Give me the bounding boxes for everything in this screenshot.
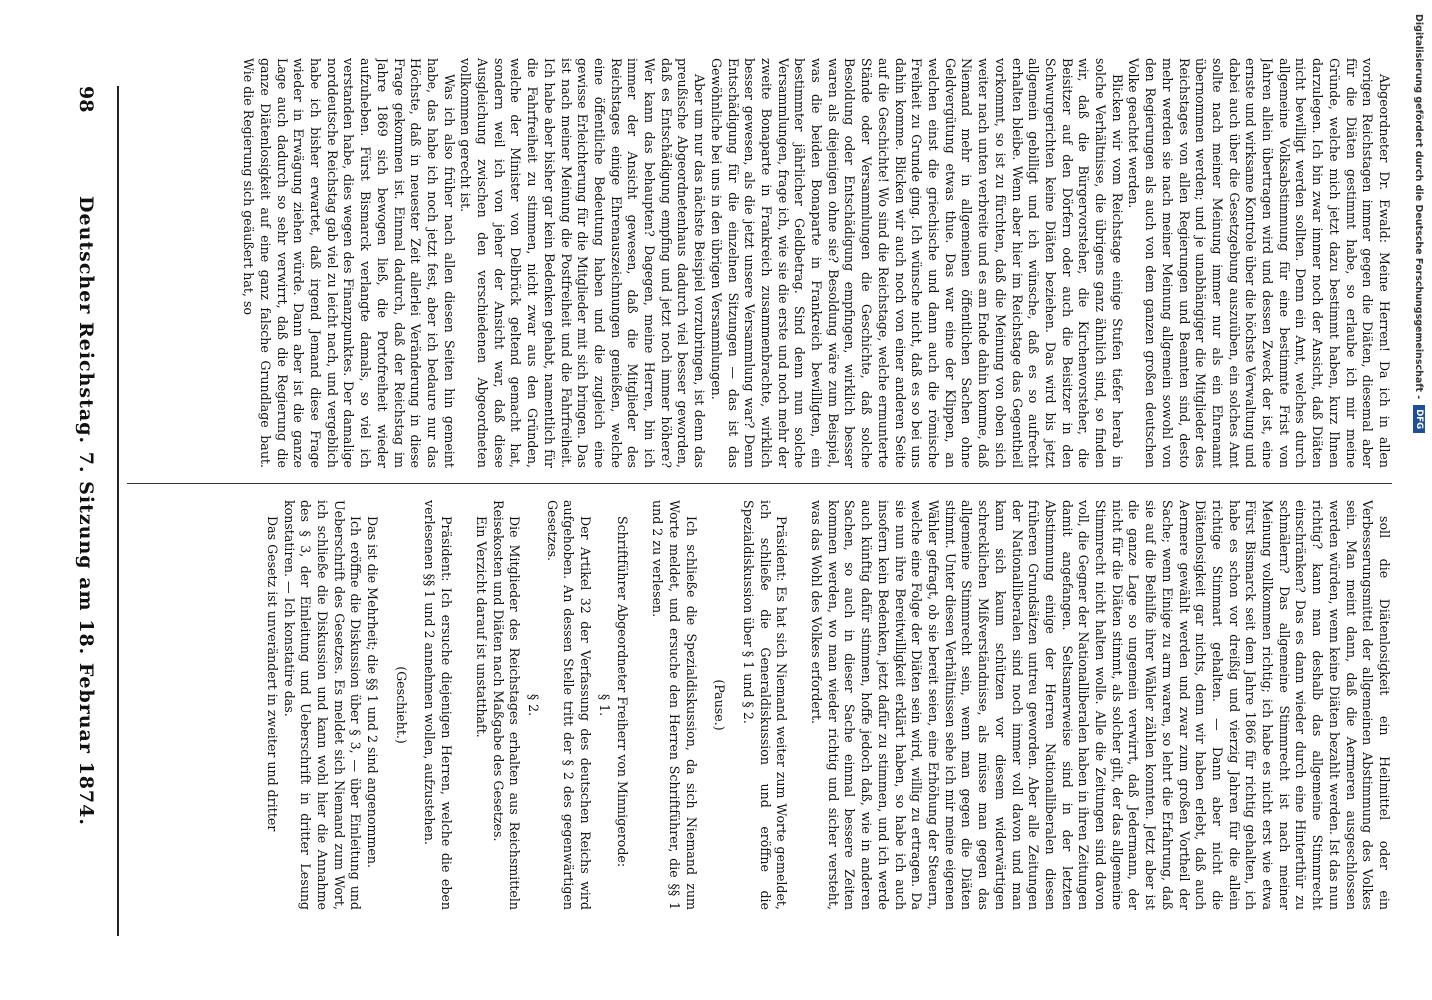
page-number: 98	[75, 86, 97, 113]
pause-note: (Pause.)	[712, 679, 728, 731]
president-statement: Präsident: Es hat sich Niemand weiter zum Worte gemeldet, ich schließe die Generaldiskussion und eröffne die Spezialdiskussion über § 1 und § 2.	[740, 500, 790, 910]
ewald-speech-paragraph: soll die Diätenlosigkeit ein Heilmittel oder ein Verbesserungsmittel der allgemeinen Abstimmung des Volkes sein. Man meint dann, daß die Aermeren ausgeschlossen werden würden, wenn keine Diäten bezahlt werden. Ist das nun richtig? kann man deshalb das allgemeine Stimmrecht einschränken? Das es dann wieder durch eine Hinterthür zu schmälern? Das allgemeine Stimmrecht ist nach meiner Meinung vollkommen richtig; ich habe es nicht erst wie etwa Fürst Bismarck seit dem Jahre 1866 für richtig gehalten, ich habe es schon vor dreißig und vierzig Jahren für die allein richtige Stimmart gehalten. — Dann aber nicht die Diätenlosigkeit gar nichts, denn wir haben erlebt, daß auch Aermere gewählt werden und zwar zum großen Vortheil der Sache; wenn Einige zu arm waren, so lehrt die Erfahrung, daß sie auf die Beihilfe ihrer Wähler zählen konnten. Jetzt aber ist die ganze Lage so ungemein verwirrt, daß Jedermann, der nicht für die Diäten stimmt, als solcher gilt, der das allgemeine Stimmrecht nicht halten wolle. Alle die Zeitungen sind davon voll, die Gegner der Nationalliberalen haben in ihren Zeitungen damit angefangen. Seltsamerweise sind in der letzten Abstimmung einige der Herren Nationalliberalen diesen früheren Grundsätzen untreu geworden. Aber alle Zeitungen der Nationalliberalen sind noch immer voll davon und man kann sich kaum schützen vor diesem widerwärtigen schrecklichen Mißverständnisse, als müsse man gegen das allgemeine Stimmrecht sein, wenn man gegen die Diäten stimmt. Unter diesen Verhältnissen sehe ich mir meine eigenen Wähler gefragt, ob sie bereit seien, eine Erhöhung der Steuern, welche eine Folge der Diäten sein wird, willig zu ertragen. Da sie nun ihre Bereitwilligkeit erklärt haben, so habe ich auch insofern kein Bedenken, jetzt dafür zu stimmen, und ich werde auch künftig dafür stimmen, hoffe jedoch daß, wie in anderen Sachen, so auch in dieser Sache einmal bessere Zeiten kommen werden, wo man wieder richtig und sicher versteht, was das Wohl des Volkes erfordert.	[809, 500, 1392, 910]
running-header	[66, 86, 106, 936]
law-text: Der Artikel 32 der Verfassung des deutschen Reichs wird aufgehoben. An dessen Stelle tritt der § 2 des gegenwärtigen Gesetzes.	[544, 500, 594, 910]
president-statement: Ich schließe die Spezialdiskussion, da sich Niemand zum Worte meldet, und ersuche den Herren Schriftführer, die §§ 1 und 2 zu verlesen.	[650, 500, 699, 910]
ewald-speech-paragraph: Blicken wir vom Reichstage einige Stufen tiefer herab in solche Verhältnisse, die übrigens ganz ähnlich sind, so finden wir, daß die Bürgervorsteher, die Kirchenvorsteher, die Beisitzer auf den Dörfern oder auch die Beisitzer in den Schwurgerichten keine Diäten beziehen. Das wird bis jetzt allgemein gebilligt und ich wünsche, daß es so aufrecht erhalten bleibe. Wenn aber hier im Reichstage das Gegentheil vorkommt, so ist zu fürchten, daß die Meinung von oben sich weiter nach unten verbreite und es am Ende dahin komme, daß Niemand mehr in allgemeinen öffentlichen Sachen ohne Geldvergütung etwas thue. Das war eine der Klippen, an welchen einst die griechische und dann auch die römische Freiheit zu Grunde ging. Ich wünsche nicht, daß es so bei uns dahin komme. Blicken wir auch noch von einer anderen Seite auf die Geschichte! Wo sind die Reichstage, welche ermunterte Stände oder Versammlungen die Geschichte, daß solche Besoldung oder Entschädigung empfingen, wirklich besser waren als diejenigen ohne sie? Besoldung wäre zum Beispiel, was die beiden Bonaparte in Frankreich bewilligten, ein bestimmter jährlicher Geldbetrag. Sind denn nun solche Versammlungen, frage ich, wie sie die erste und noch mehr der zweite Bonaparte in Frankreich zusammenbrachte, wirklich besser gewesen, als die jetzt unsere Versammlung war? Denn Entschädigung für die einzelnen Sitzungen — das ist das Gewöhnliche bei uns in den übrigen Versammlungen.	[708, 58, 1125, 468]
dfg-logo: DFG	[1413, 405, 1425, 433]
column-divider	[127, 483, 1392, 484]
secretary-reading: Schriftführer Abgeordneter Freiherr von Minnigerode:	[615, 516, 631, 868]
ewald-speech-paragraph: Was ich also früher nach allen diesen Seiten hin gemeint habe, das habe ich noch jetzt fest, aber ich bedaure nur das Höchste, daß in neuester Zeit allerlei Veränderung in diese Frage gekommen ist. Einmal dadurch, daß der Reichstag im Jahre 1869 sich bewogen ließ, die Portofreiheit wieder aufzuheben. Fürst Bismarck verlangte damals, so viel ich verstanden habe, dies wegen des Finanzpunktes. Der damalige norddeutsche Reichstag gab viel zu leicht nach, und vergeblich habe ich bisher erwartet, daß irgend Jemand diese Frage wieder in Erwägung ziehen würde. Dann aber ist die ganze Lage auch dadurch so sehr verwirrt, daß die Regierung die ganze Diätenlosigkeit auf eine ganz falsche Grundlage baut. Wie die Regierung sich geäußert hat, so	[241, 58, 457, 468]
ewald-speech-paragraph: Aber um nur das nächste Beispiel vorzubringen, ist denn das preußische Abgeordnetenhaus dadurch viel besser geworden, daß es Entschädigung empfing und jetzt noch immer höhere? Wer kann das behaupten? Dagegen, meine Herren, bin ich immer der Ansicht gewesen, daß die Mitglieder des Reichstages einige Ehrenauszeichnungen genießen, welche eine öffentliche Bedeutung haben und die zugleich eine gewisse Erleichterung für die Mitglieder mit sich bringen. Das ist nach meiner Meinung die Postfreiheit und die Fahrfreiheit. Ich habe aber bisher gar kein Bedenken gehabt, namentlich für die Fahrfreiheit zu stimmen, nicht zwar aus den Gründen, welche der Minister von Delbrück geltend gemacht hat, sondern weil ich von jeher der Ansicht war, daß diese Ausgleichung zwischen den verschiedenen Abgeordneten vollkommen gerecht ist.	[458, 58, 708, 468]
pause-note: (Geschieht.)	[393, 666, 409, 744]
president-statement: Das ist die Mehrheit; die §§ 1 und 2 sind angenommen.	[365, 516, 381, 868]
digitization-credit	[1408, 14, 1430, 984]
law-text: Ein Verzicht darauf ist unstatthaft.	[473, 516, 489, 738]
credit-text: Digitalisierung gefördert durch die Deutsche Forschungsgemeinschaft -	[1413, 14, 1425, 400]
president-statement: Das Gesetz ist unverändert in zweiter und dritter	[264, 516, 280, 832]
left-text-column	[122, 58, 1392, 468]
right-text-column	[122, 500, 1392, 910]
law-text: Die Mitglieder des Reichstages erhalten aus Reichsmitteln Reisekosten und Diäten nach Maßgabe des Gesetzes.	[490, 500, 523, 910]
section-heading: § 1.	[596, 693, 612, 717]
president-statement: Ich eröffne die Diskussion über § 3, — über Einleitung und Ueberschrift des Gesetzes. Es meldet sich Niemand zum Wort, ich schließe die Diskussion und kann wohl hier die Annahme des § 3, der Einleitung und Ueberschrift in dritter Lesung konstatiren. — Ich konstatire das.	[281, 500, 364, 910]
section-heading: § 2.	[525, 693, 541, 717]
header-rule	[117, 86, 119, 936]
ewald-speech-paragraph: Abgeordneter Dr. Ewald: Meine Herren! Da ich in allen vorigen Reichstagen immer gegen die Diäten, diesemal aber für die Diäten gestimmt habe, so erlaube ich mir meine Gründe, welche mich jetzt dazu bestimmt haben, kurz Ihnen darzulegen. Ich bin zwar immer noch der Ansicht, daß Diäten nicht bewilligt werden sollten. Denn ein Amt, welches durch allgemeine Volksabstimmung für eine bestimmte Frist von Jahren allein übertragen wird und dessen Zweck der ist, eine ernste und wirksame Kontrole über die höchste Verwaltung und dabei auch über die Gesetzgebung auszuüben, ein solches Amt sollte nach meiner Meinung immer nur als ein Ehrenamt übernommen werden; und je unabhängiger die Mitglieder des Reichstages von allen Regierungen und Beamten sind, desto mehr werden sie nach meiner Meinung allgemein sowohl von den Regierungen als auch von dem ganzen großen deutschen Volke geachtet werden.	[1126, 58, 1392, 468]
president-statement: Präsident: Ich ersuche diejenigen Herren, welche die eben verlesenen §§ 1 und 2 annehmen wollen, aufzustehen.	[422, 500, 455, 910]
page-title: Deutscher Reichstag. 7. Sitzung am 18. Februar 1874.	[75, 196, 97, 826]
